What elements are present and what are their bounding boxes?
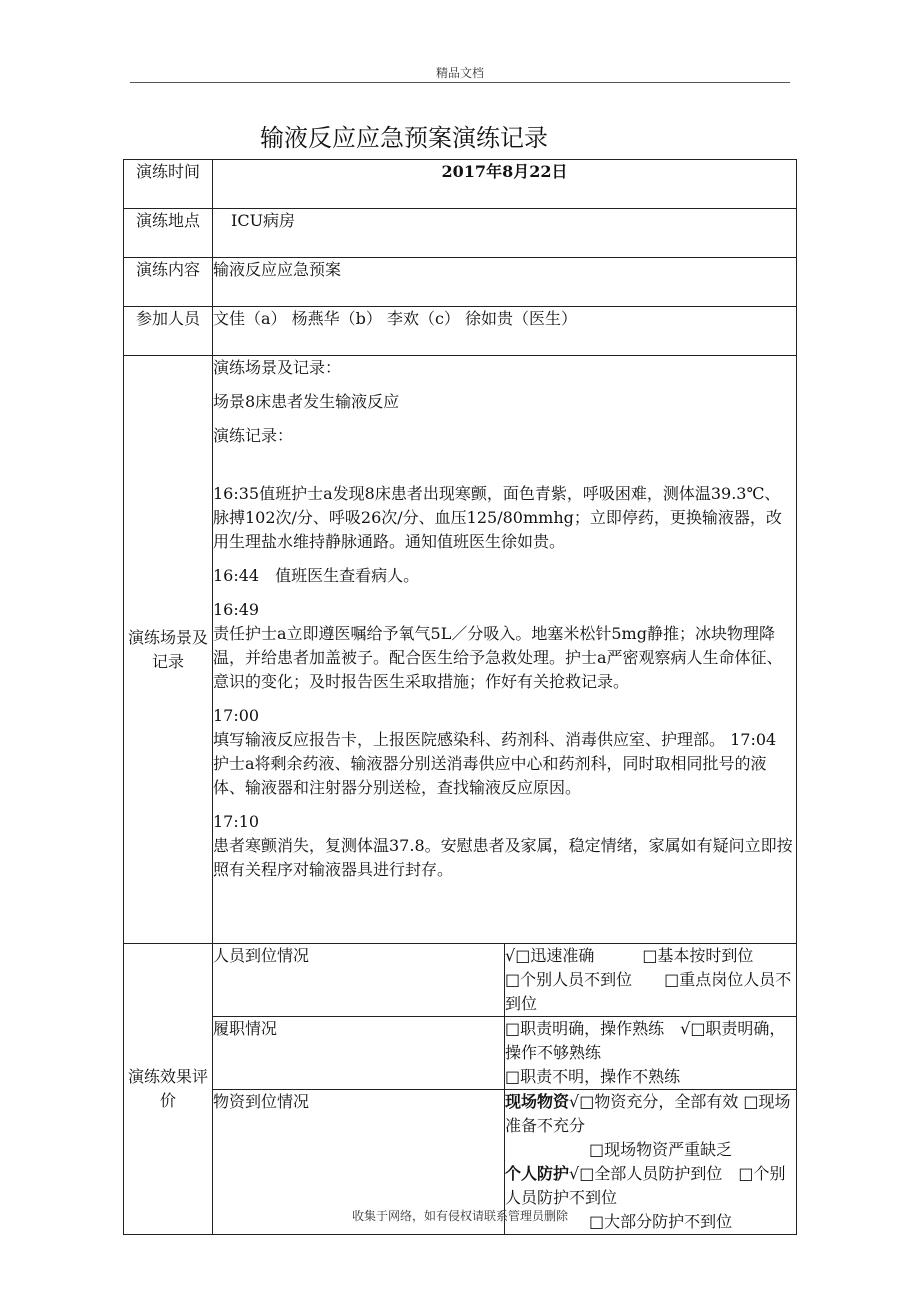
label-people: 参加人员 bbox=[124, 307, 213, 356]
row-eval-staff bbox=[124, 944, 797, 1017]
event-1635: 16:35值班护士a发现8床患者出现寒颤，面色青紫，呼吸困难，测体温39.3℃、脉搏102次/分、呼吸26次/分、血压125/80mmhg；立即停药，更换输液器，改用生理盐水维持静脉通路。通知值班医生徐如贵。 bbox=[213, 484, 782, 551]
protect-options-1: √□全部人员防护到位 □个别人员防护不到位 bbox=[505, 1164, 786, 1207]
scene-heading: 演练场景及记录： bbox=[213, 358, 342, 377]
row-eval-duty bbox=[124, 1017, 797, 1090]
value-duty bbox=[505, 1017, 797, 1090]
record-label: 演练记录： bbox=[213, 426, 294, 445]
header-divider bbox=[130, 82, 790, 83]
value-people: 文佳（a） 杨燕华（b） 李欢（c） 徐如贵（医生） bbox=[213, 307, 797, 356]
label-place: 演练地点 bbox=[124, 209, 213, 258]
label-material: 物资到位情况 bbox=[213, 1090, 505, 1235]
row-time bbox=[124, 160, 797, 209]
row-place bbox=[124, 209, 797, 258]
scene-record bbox=[213, 356, 797, 944]
label-staff: 人员到位情况 bbox=[213, 944, 505, 1017]
protect-line-1 bbox=[505, 1162, 796, 1210]
label-content: 演练内容 bbox=[124, 258, 213, 307]
drill-record-table bbox=[123, 159, 797, 1235]
protect-label: 个人防护 bbox=[505, 1164, 570, 1183]
label-time: 演练时间 bbox=[124, 160, 213, 209]
value-place: ICU病房 bbox=[213, 209, 797, 258]
event-1700-time: 17:00 bbox=[213, 706, 260, 725]
duty-line-1: □职责明确，操作熟练 √□职责明确，操作不够熟练 bbox=[505, 1019, 786, 1062]
duty-line-2: □职责不明，操作不熟练 bbox=[505, 1067, 681, 1086]
page-header: 精品文档 bbox=[435, 66, 484, 80]
event-1710-text: 患者寒颤消失，复测体温37.8。安慰患者及家属，稳定情绪，家属如有疑问立即按照有关程序对输液器具进行封存。 bbox=[213, 836, 793, 879]
onsite-label: 现场物资 bbox=[505, 1092, 570, 1111]
row-people bbox=[124, 307, 797, 356]
label-scene: 演练场景及记录 bbox=[124, 356, 213, 944]
staff-line-1: √□迅速准确 □基本按时到位 bbox=[505, 946, 754, 965]
event-1644: 16:44 值班医生查看病人。 bbox=[213, 566, 420, 585]
onsite-line-1 bbox=[505, 1090, 796, 1138]
label-eval: 演练效果评价 bbox=[124, 944, 213, 1235]
value-staff bbox=[505, 944, 797, 1017]
label-duty: 履职情况 bbox=[213, 1017, 505, 1090]
event-1700-text: 填写输液反应报告卡，上报医院感染科、药剂科、消毒供应室、护理部。 17:04 bbox=[213, 730, 777, 749]
onsite-options-1: √□物资充分，全部有效 □现场准备不充分 bbox=[505, 1092, 791, 1135]
event-1649-text: 责任护士a立即遵医嘱给予氧气5L／分吸入。地塞米松针5mg静推；冰块物理降温，并给患者加盖被子。配合医生给予急救处理。护士a严密观察病人生命体征、意识的变化；及时报告医生采取措施；作好有关抢救记录。 bbox=[213, 624, 783, 691]
row-content bbox=[124, 258, 797, 307]
scene-line: 场景8床患者发生输液反应 bbox=[213, 392, 400, 411]
document-title: 输液反应应急预案演练记录 bbox=[260, 124, 548, 152]
staff-line-2: □个别人员不到位 □重点岗位人员不到位 bbox=[505, 970, 792, 1013]
onsite-line-2: □现场物资严重缺乏 bbox=[589, 1140, 733, 1159]
page-footer: 收集于网络，如有侵权请联系管理员删除 bbox=[351, 1209, 568, 1223]
value-time: 2017年8月22日 bbox=[213, 160, 797, 209]
protect-line-2: □大部分防护不到位 bbox=[589, 1212, 733, 1231]
event-1710-time: 17:10 bbox=[213, 812, 260, 831]
event-1704-text: 护士a将剩余药液、输液器分别送消毒供应中心和药剂科，同时取相同批号的液体、输液器和注射器分别送检，查找输液反应原因。 bbox=[213, 754, 767, 797]
event-1649-time: 16:49 bbox=[213, 600, 260, 619]
row-scene bbox=[124, 356, 797, 944]
value-content: 输液反应应急预案 bbox=[213, 258, 797, 307]
